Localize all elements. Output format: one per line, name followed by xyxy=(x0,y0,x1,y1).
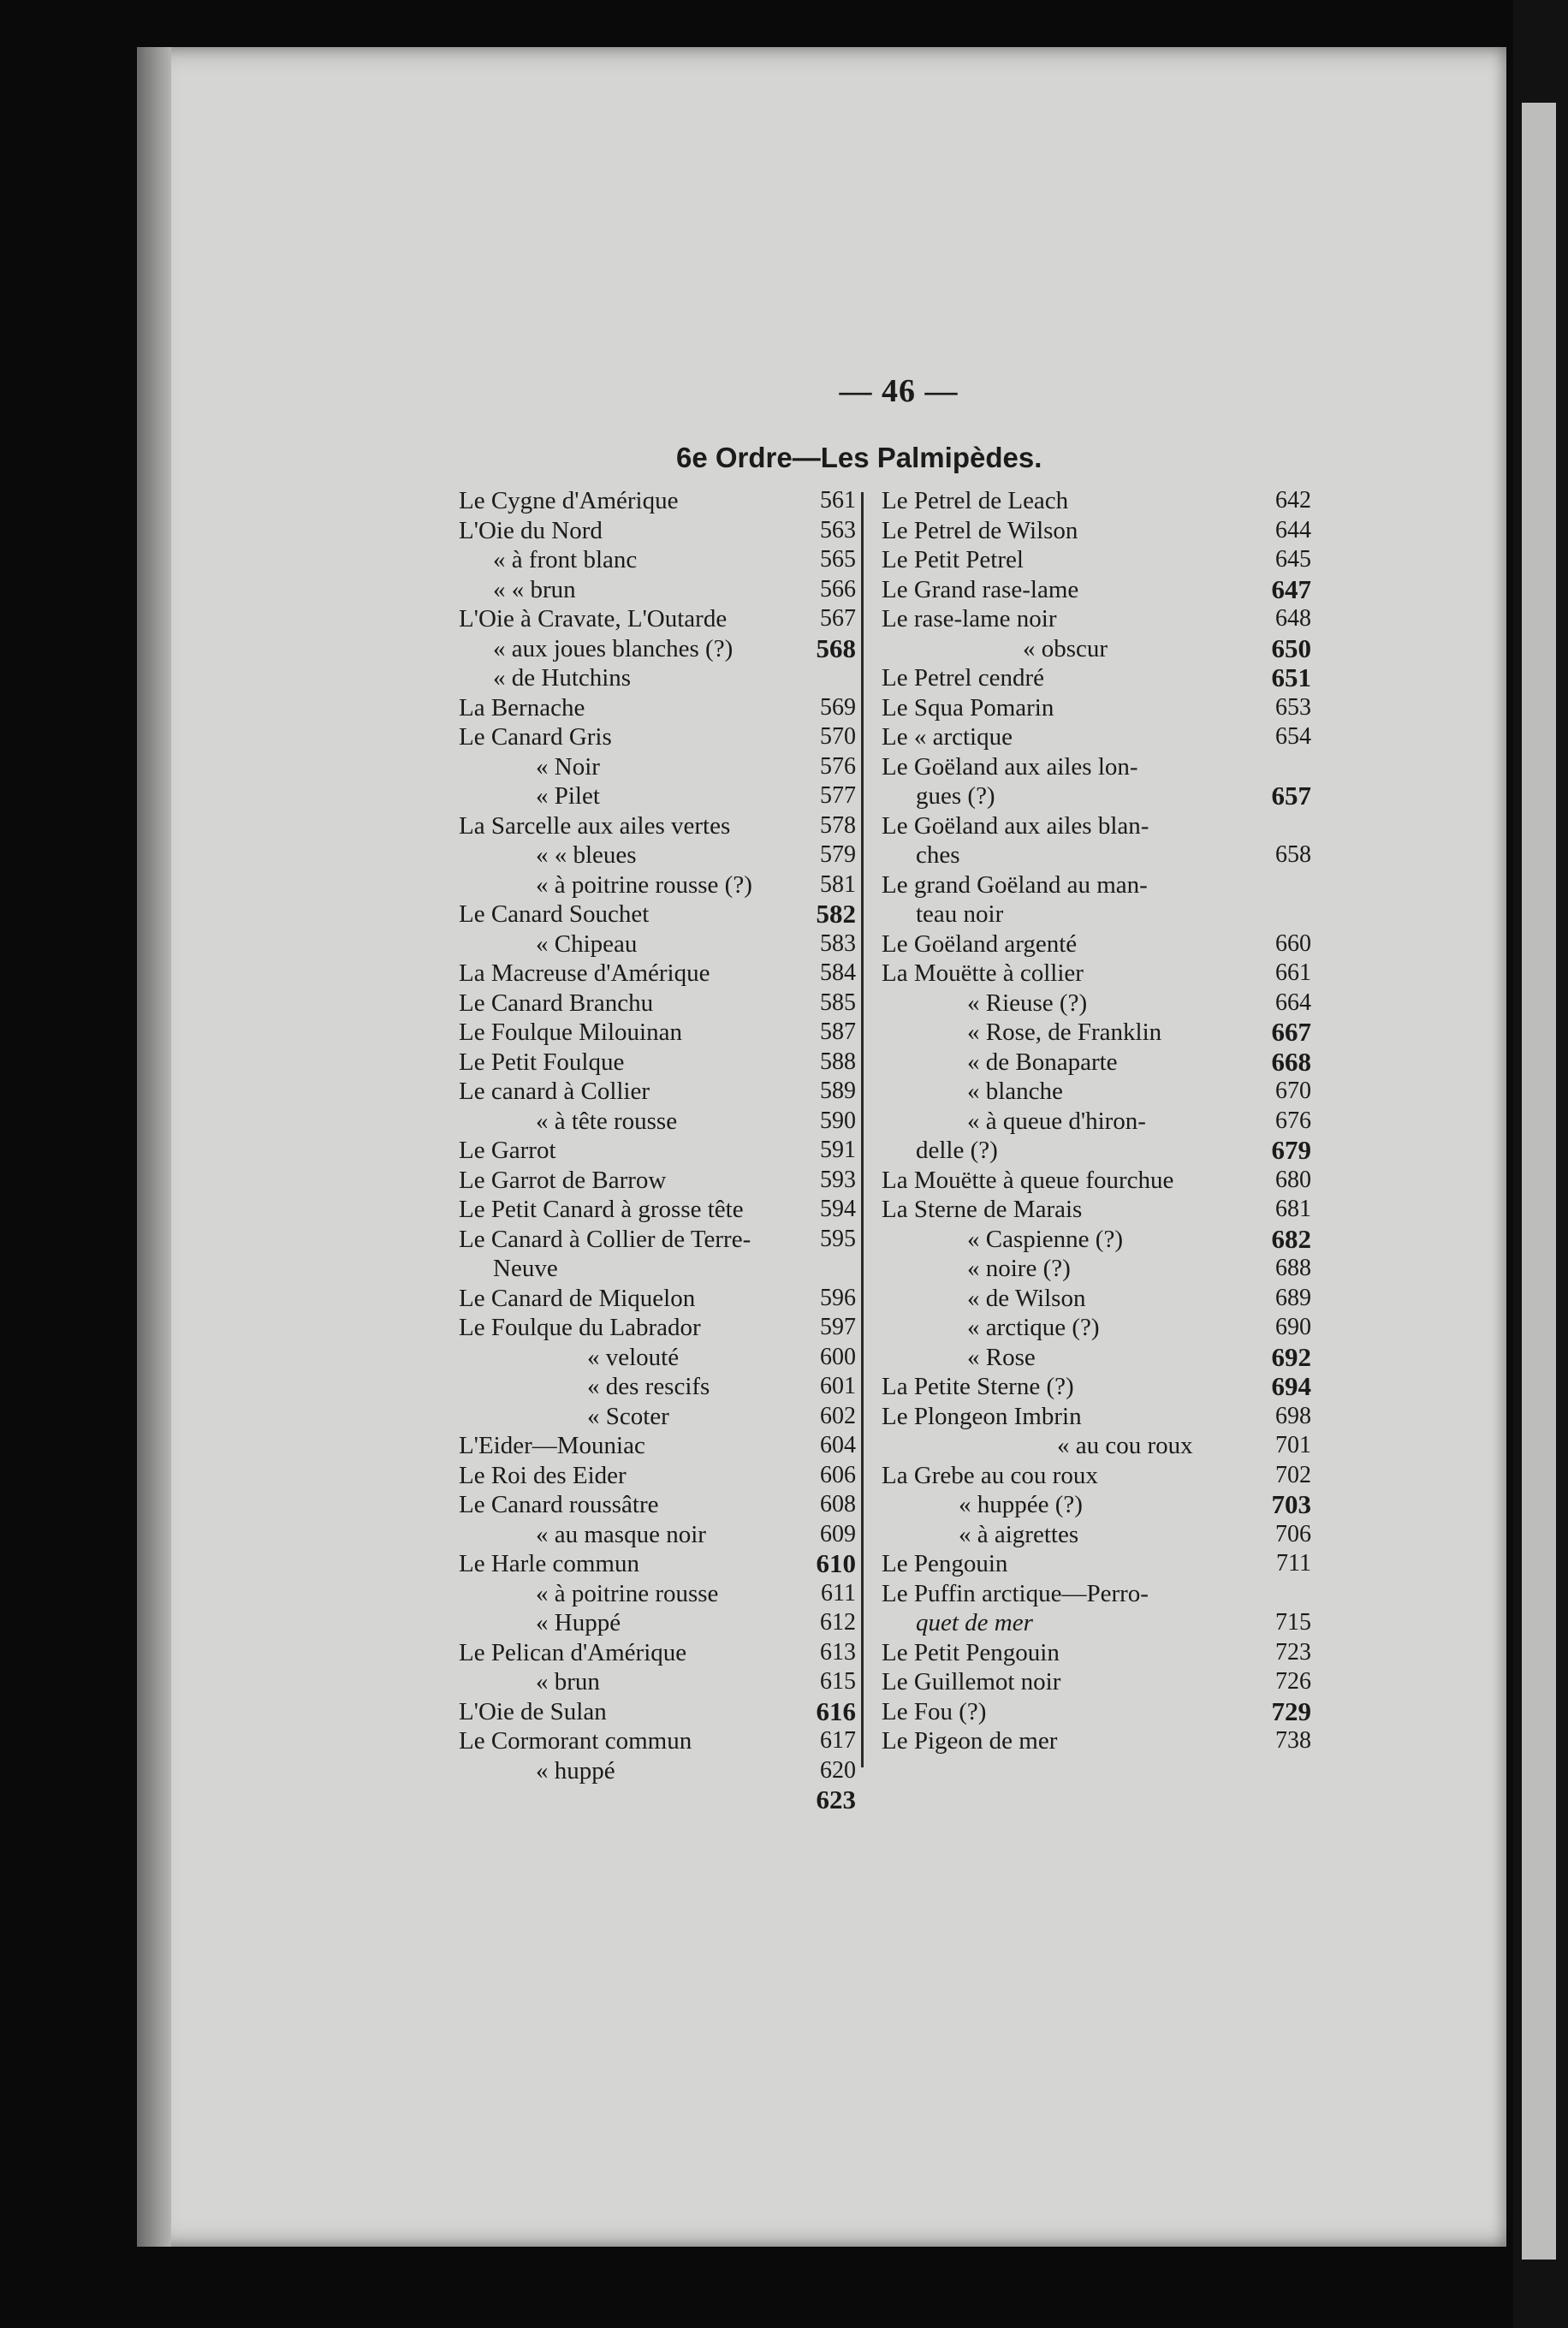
entry-page-number: 738 xyxy=(1275,1727,1311,1754)
page-edge-shadow xyxy=(137,47,171,2247)
index-entry xyxy=(411,1490,863,1520)
entry-page-number: 582 xyxy=(816,899,856,929)
index-entry xyxy=(411,811,863,841)
entry-page-number: 611 xyxy=(821,1579,856,1606)
entry-page-number: 703 xyxy=(1271,1489,1311,1519)
entry-page-number: 680 xyxy=(1275,1166,1311,1193)
entry-label: ches xyxy=(916,841,960,869)
entry-page-number: 615 xyxy=(820,1668,856,1695)
index-entry xyxy=(866,1372,1318,1402)
index-entry xyxy=(866,604,1318,634)
index-entry xyxy=(411,1608,863,1638)
index-entry xyxy=(411,1225,863,1255)
index-entry xyxy=(411,545,863,575)
entry-page-number: 668 xyxy=(1271,1046,1311,1077)
entry-page-number: 596 xyxy=(820,1284,856,1311)
index-entry xyxy=(866,1343,1318,1373)
entry-page-number: 689 xyxy=(1275,1284,1311,1311)
entry-label: « au cou roux xyxy=(1057,1432,1193,1459)
index-entry xyxy=(866,1461,1318,1491)
entry-page-number: 610 xyxy=(816,1548,856,1578)
entry-page-number: 711 xyxy=(1276,1550,1311,1577)
index-entry xyxy=(866,989,1318,1018)
entry-label: Le grand Goëland au man- xyxy=(882,870,1148,899)
index-entry xyxy=(866,840,1318,870)
entry-label: Le Goëland aux ailes blan- xyxy=(882,811,1149,840)
entry-page-number: 594 xyxy=(820,1196,856,1222)
entry-page-number: 661 xyxy=(1275,959,1311,986)
entry-page-number: 698 xyxy=(1275,1402,1311,1429)
entry-page-number: 578 xyxy=(820,811,856,839)
entry-page-number: 584 xyxy=(820,959,856,986)
entry-page-number: 577 xyxy=(820,782,856,809)
entry-page-number: 682 xyxy=(1271,1223,1311,1254)
entry-label: L'Oie à Cravate, L'Outarde xyxy=(459,605,728,632)
entry-label: Le Canard à Collier de Terre- xyxy=(459,1225,751,1253)
entry-page-number: 623 xyxy=(816,1785,856,1814)
index-entry xyxy=(866,516,1318,546)
index-entry xyxy=(866,1638,1318,1668)
entry-page-number: 648 xyxy=(1275,605,1311,632)
index-entry xyxy=(866,929,1318,959)
entry-page-number: 590 xyxy=(820,1107,856,1134)
index-entry xyxy=(866,900,1318,929)
entry-label: « à poitrine rousse (?) xyxy=(536,870,752,899)
entry-label: Le Pelican d'Amérique xyxy=(459,1638,687,1666)
entry-page-number: 604 xyxy=(820,1432,856,1458)
index-entry xyxy=(866,870,1318,900)
entry-page-number: 587 xyxy=(820,1018,856,1045)
entry-label: Le Petit Petrel xyxy=(882,546,1024,573)
entry-page-number: 726 xyxy=(1275,1668,1311,1695)
entry-label: Le canard à Collier xyxy=(459,1078,650,1105)
entry-label: Le Pengouin xyxy=(882,1550,1008,1577)
entry-page-number: 612 xyxy=(820,1609,856,1636)
entry-label: « « brun xyxy=(493,575,576,603)
entry-label: L'Oie de Sulan xyxy=(459,1697,607,1725)
entry-label: Le Fou (?) xyxy=(882,1697,987,1725)
index-entry xyxy=(866,1048,1318,1078)
index-entry xyxy=(411,959,863,989)
index-entry xyxy=(866,722,1318,752)
entry-label: « blanche xyxy=(967,1078,1063,1105)
index-entry xyxy=(866,486,1318,516)
entry-page-number: 702 xyxy=(1275,1461,1311,1488)
index-entry xyxy=(866,693,1318,723)
index-entry xyxy=(411,1018,863,1048)
index-entry xyxy=(866,959,1318,989)
entry-page-number: 658 xyxy=(1275,841,1311,868)
entry-label: La Mouëtte à queue fourchue xyxy=(882,1166,1174,1194)
index-entry xyxy=(866,1313,1318,1343)
entry-page-number: 608 xyxy=(820,1491,856,1517)
index-entry xyxy=(866,1225,1318,1255)
entry-page-number: 567 xyxy=(820,605,856,632)
entry-page-number: 601 xyxy=(820,1373,856,1399)
index-entry xyxy=(411,1638,863,1668)
index-entry xyxy=(411,486,863,516)
entry-label: quet de mer xyxy=(916,1609,1033,1636)
index-entry xyxy=(866,1077,1318,1107)
entry-label: Le Guillemot noir xyxy=(882,1668,1061,1696)
index-entry xyxy=(411,1313,863,1343)
entry-page-number: 670 xyxy=(1275,1078,1311,1104)
entry-page-number: 692 xyxy=(1271,1341,1311,1372)
entry-label: « Noir xyxy=(536,752,600,781)
entry-page-number: 593 xyxy=(820,1166,856,1193)
index-entry xyxy=(866,1667,1318,1697)
entry-label: Le Petit Canard à grosse tête xyxy=(459,1196,744,1223)
index-entry xyxy=(411,1254,863,1284)
index-entry xyxy=(866,1284,1318,1314)
index-entry xyxy=(411,1667,863,1697)
entry-page-number: 723 xyxy=(1275,1638,1311,1666)
index-entry xyxy=(411,1726,863,1756)
entry-page-number: 706 xyxy=(1275,1520,1311,1547)
entry-label: Le Harle commun xyxy=(459,1550,639,1577)
entry-page-number: 566 xyxy=(820,575,856,603)
index-entry xyxy=(411,1402,863,1432)
entry-label: « à tête rousse xyxy=(536,1107,678,1135)
entry-page-number: 585 xyxy=(820,989,856,1016)
entry-label: Le Puffin arctique—Perro- xyxy=(882,1579,1149,1607)
entry-label: « Pilet xyxy=(536,782,600,810)
index-entry xyxy=(411,1284,863,1314)
entry-label: Le Canard Gris xyxy=(459,723,612,751)
index-entry xyxy=(866,811,1318,841)
index-entry xyxy=(411,1756,863,1786)
index-entry xyxy=(411,840,863,870)
entry-label: Le Goëland aux ailes lon- xyxy=(882,752,1138,781)
index-entry xyxy=(866,1431,1318,1461)
index-entry xyxy=(411,1697,863,1727)
entry-page-number: 620 xyxy=(820,1756,856,1784)
index-entry xyxy=(866,545,1318,575)
entry-label: La Grebe au cou roux xyxy=(882,1461,1098,1489)
index-entry xyxy=(866,1549,1318,1579)
index-entry xyxy=(411,929,863,959)
index-entry xyxy=(411,722,863,752)
entry-label: Le Pigeon de mer xyxy=(882,1727,1058,1755)
index-entry xyxy=(866,1018,1318,1048)
entry-page-number: 729 xyxy=(1271,1696,1311,1726)
entry-page-number: 694 xyxy=(1271,1371,1311,1401)
page-number: — 46 — xyxy=(839,373,959,409)
index-entry xyxy=(866,1579,1318,1609)
entry-label: L'Eider—Mouniac xyxy=(459,1432,645,1459)
entry-label: « Chipeau xyxy=(536,929,638,958)
entry-page-number: 583 xyxy=(820,929,856,957)
entry-label: La Macreuse d'Amérique xyxy=(459,959,710,987)
entry-page-number: 588 xyxy=(820,1048,856,1075)
entry-label: « à queue d'hiron- xyxy=(967,1107,1146,1135)
index-entry xyxy=(411,752,863,782)
entry-page-number: 606 xyxy=(820,1461,856,1488)
entry-label: Le Canard Branchu xyxy=(459,989,654,1017)
entry-page-number: 570 xyxy=(820,723,856,750)
entry-page-number: 647 xyxy=(1271,573,1311,604)
entry-page-number: 657 xyxy=(1271,781,1311,811)
entry-page-number: 568 xyxy=(816,632,856,663)
entry-label: Le Canard roussâtre xyxy=(459,1491,659,1518)
entry-label: « Rose xyxy=(967,1343,1036,1371)
entry-page-number: 653 xyxy=(1275,693,1311,721)
entry-label: « des rescifs xyxy=(587,1373,710,1400)
next-page-edge xyxy=(1522,103,1556,2260)
index-entry xyxy=(866,1402,1318,1432)
index-entry xyxy=(866,1254,1318,1284)
index-entry xyxy=(866,1726,1318,1756)
entry-label: Le Petrel de Leach xyxy=(882,487,1069,514)
index-entry xyxy=(411,1166,863,1196)
index-entry xyxy=(411,1136,863,1166)
entry-label: « arctique (?) xyxy=(967,1314,1100,1341)
entry-label: « à poitrine rousse xyxy=(536,1579,719,1607)
index-entry xyxy=(866,1520,1318,1550)
entry-label: L'Oie du Nord xyxy=(459,516,603,544)
left-column xyxy=(411,486,863,1815)
entry-page-number: 651 xyxy=(1271,662,1311,692)
section-title: 6e Ordre—Les Palmipèdes. xyxy=(676,442,1042,473)
entry-page-number: 667 xyxy=(1271,1017,1311,1047)
entry-label: La Bernache xyxy=(459,693,585,722)
index-entry xyxy=(866,1166,1318,1196)
entry-label: Le Petrel de Wilson xyxy=(882,516,1078,544)
index-entry xyxy=(411,1785,863,1815)
index-entry xyxy=(866,575,1318,605)
index-entry xyxy=(411,1520,863,1550)
entry-label: « Rieuse (?) xyxy=(967,989,1088,1017)
index-entry xyxy=(866,752,1318,782)
entry-label: La Petite Sterne (?) xyxy=(882,1373,1074,1400)
index-entry xyxy=(411,604,863,634)
entry-page-number: 715 xyxy=(1275,1609,1311,1636)
entry-label: « à aigrettes xyxy=(959,1520,1079,1548)
entry-label: Le Petrel cendré xyxy=(882,664,1045,692)
entry-page-number: 664 xyxy=(1275,989,1311,1016)
index-entry xyxy=(411,1077,863,1107)
entry-label: La Mouëtte à collier xyxy=(882,959,1084,987)
index-entry xyxy=(411,575,863,605)
index-entry xyxy=(411,781,863,811)
right-column xyxy=(866,486,1318,1756)
entry-label: « Huppé xyxy=(536,1609,621,1636)
index-entry xyxy=(411,663,863,693)
index-entry xyxy=(411,1579,863,1609)
entry-label: « huppée (?) xyxy=(959,1491,1083,1518)
entry-label: Le Cormorant commun xyxy=(459,1727,692,1755)
entry-label: Le Grand rase-lame xyxy=(882,575,1079,603)
entry-label: Le Plongeon Imbrin xyxy=(882,1402,1082,1430)
index-entry xyxy=(411,989,863,1018)
index-entry xyxy=(866,1608,1318,1638)
entry-page-number: 563 xyxy=(820,516,856,543)
entry-page-number: 660 xyxy=(1275,929,1311,957)
entry-page-number: 617 xyxy=(820,1727,856,1754)
entry-label: Le « arctique xyxy=(882,723,1013,751)
index-entry xyxy=(866,1697,1318,1727)
index-entry xyxy=(411,1107,863,1137)
entry-label: Le Petit Foulque xyxy=(459,1048,625,1076)
entry-label: delle (?) xyxy=(916,1137,998,1164)
entry-page-number: 644 xyxy=(1275,516,1311,543)
entry-label: « Caspienne (?) xyxy=(967,1225,1123,1253)
entry-label: « velouté xyxy=(587,1343,680,1371)
index-entry xyxy=(411,634,863,664)
index-entry xyxy=(866,1490,1318,1520)
entry-page-number: 642 xyxy=(1275,487,1311,514)
entry-label: « aux joues blanches (?) xyxy=(493,634,734,662)
entry-label: Le Canard de Miquelon xyxy=(459,1284,696,1312)
entry-label: « à front blanc xyxy=(493,546,638,573)
entry-page-number: 650 xyxy=(1271,632,1311,663)
entry-label: « « bleues xyxy=(536,841,637,869)
entry-label: La Sarcelle aux ailes vertes xyxy=(459,811,731,840)
entry-page-number: 676 xyxy=(1275,1107,1311,1134)
entry-page-number: 591 xyxy=(820,1137,856,1163)
entry-label: Neuve xyxy=(493,1255,558,1282)
entry-page-number: 679 xyxy=(1271,1135,1311,1165)
entry-label: gues (?) xyxy=(916,782,995,810)
entry-page-number: 600 xyxy=(820,1343,856,1370)
entry-label: « noire (?) xyxy=(967,1255,1071,1282)
index-entry xyxy=(411,870,863,900)
index-entry xyxy=(866,781,1318,811)
entry-label: Le Foulque Milouinan xyxy=(459,1018,682,1046)
entry-label: Le Goëland argenté xyxy=(882,929,1078,958)
entry-page-number: 701 xyxy=(1275,1432,1311,1458)
index-entry xyxy=(411,1372,863,1402)
index-entry xyxy=(866,663,1318,693)
entry-page-number: 602 xyxy=(820,1402,856,1429)
entry-label: « Scoter xyxy=(587,1402,669,1430)
entry-label: Le Canard Souchet xyxy=(459,900,650,928)
entry-label: Le Squa Pomarin xyxy=(882,693,1054,722)
entry-label: Le rase-lame noir xyxy=(882,605,1057,632)
entry-label: Le Roi des Eider xyxy=(459,1461,627,1489)
index-entry xyxy=(411,516,863,546)
entry-label: La Sterne de Marais xyxy=(882,1196,1083,1223)
entry-label: « brun xyxy=(536,1668,600,1696)
entry-page-number: 579 xyxy=(820,841,856,868)
index-entry xyxy=(411,1431,863,1461)
entry-label: « obscur xyxy=(1023,634,1108,662)
entry-page-number: 609 xyxy=(820,1520,856,1547)
entry-label: « huppé xyxy=(536,1756,615,1785)
entry-page-number: 645 xyxy=(1275,546,1311,573)
index-entry xyxy=(866,1136,1318,1166)
entry-label: Le Foulque du Labrador xyxy=(459,1314,701,1341)
entry-page-number: 597 xyxy=(820,1314,856,1340)
entry-page-number: 681 xyxy=(1275,1196,1311,1222)
index-entry xyxy=(866,634,1318,664)
entry-page-number: 565 xyxy=(820,546,856,573)
entry-page-number: 688 xyxy=(1275,1255,1311,1281)
entry-page-number: 561 xyxy=(820,487,856,514)
index-entry xyxy=(411,1461,863,1491)
index-entry xyxy=(866,1195,1318,1225)
index-entry xyxy=(411,693,863,723)
index-entry xyxy=(866,1107,1318,1137)
entry-label: Le Petit Pengouin xyxy=(882,1638,1060,1666)
entry-page-number: 690 xyxy=(1275,1314,1311,1340)
entry-label: Le Cygne d'Amérique xyxy=(459,487,679,514)
index-entry xyxy=(411,1343,863,1373)
entry-label: « de Bonaparte xyxy=(967,1048,1118,1076)
entry-page-number: 654 xyxy=(1275,723,1311,750)
entry-page-number: 569 xyxy=(820,693,856,721)
entry-label: teau noir xyxy=(916,900,1004,928)
entry-page-number: 581 xyxy=(820,870,856,898)
entry-label: Le Garrot xyxy=(459,1137,556,1164)
entry-page-number: 589 xyxy=(820,1078,856,1104)
entry-label: « de Wilson xyxy=(967,1284,1086,1312)
entry-page-number: 616 xyxy=(816,1696,856,1726)
entry-label: « au masque noir xyxy=(536,1520,706,1548)
index-entry xyxy=(411,900,863,929)
entry-page-number: 595 xyxy=(820,1225,856,1252)
entry-label: Le Garrot de Barrow xyxy=(459,1166,667,1194)
entry-label: « Rose, de Franklin xyxy=(967,1018,1162,1046)
entry-page-number: 576 xyxy=(820,752,856,780)
index-entry xyxy=(411,1549,863,1579)
entry-page-number: 613 xyxy=(820,1638,856,1666)
index-entry xyxy=(411,1195,863,1225)
index-entry xyxy=(411,1048,863,1078)
entry-label: « de Hutchins xyxy=(493,664,632,692)
